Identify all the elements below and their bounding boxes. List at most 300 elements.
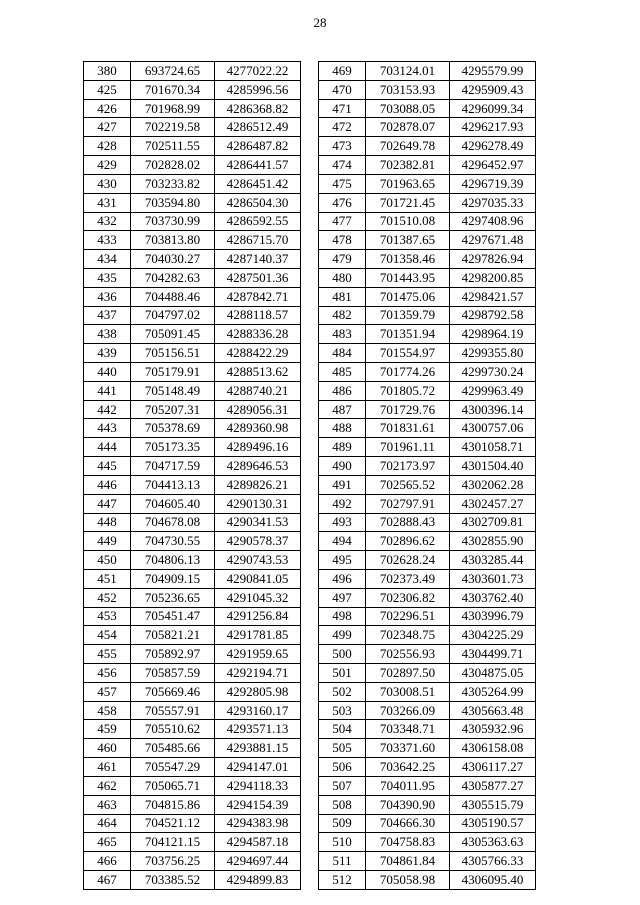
- point-number-cell: 460: [84, 739, 131, 758]
- point-number-cell: 450: [84, 551, 131, 570]
- page-number: 28: [313, 15, 327, 30]
- y-coordinate-cell: 4298792.58: [450, 306, 536, 325]
- y-coordinate-cell: 4294383.98: [215, 814, 301, 833]
- table-row: [319, 852, 536, 871]
- y-coordinate-cell: 4297671.48: [450, 231, 536, 250]
- x-coordinate-cell: 705485.66: [131, 739, 215, 758]
- x-coordinate-cell: 704806.13: [131, 551, 215, 570]
- y-coordinate-cell: 4303762.40: [450, 588, 536, 607]
- table-row: [84, 513, 301, 532]
- point-number-cell: 454: [84, 626, 131, 645]
- table-row: [319, 250, 536, 269]
- x-coordinate-cell: 705557.91: [131, 701, 215, 720]
- x-coordinate-cell: 705451.47: [131, 607, 215, 626]
- table-row: [84, 814, 301, 833]
- point-number-cell: 479: [319, 250, 366, 269]
- x-coordinate-cell: 704390.90: [366, 795, 450, 814]
- table-row: [84, 250, 301, 269]
- table-row: [319, 156, 536, 175]
- table-row: [84, 664, 301, 683]
- y-coordinate-cell: 4304499.71: [450, 645, 536, 664]
- point-number-cell: 510: [319, 833, 366, 852]
- point-number-cell: 502: [319, 682, 366, 701]
- point-number-cell: 425: [84, 80, 131, 99]
- y-coordinate-cell: 4303285.44: [450, 551, 536, 570]
- y-coordinate-cell: 4305877.27: [450, 776, 536, 795]
- table-row: [319, 739, 536, 758]
- y-coordinate-cell: 4302709.81: [450, 513, 536, 532]
- point-number-cell: 482: [319, 306, 366, 325]
- table-row: [319, 287, 536, 306]
- x-coordinate-cell: 702382.81: [366, 156, 450, 175]
- y-coordinate-cell: 4297035.33: [450, 193, 536, 212]
- y-coordinate-cell: 4290743.53: [215, 551, 301, 570]
- y-coordinate-cell: 4296217.93: [450, 118, 536, 137]
- y-coordinate-cell: 4299355.80: [450, 344, 536, 363]
- x-coordinate-cell: 702511.55: [131, 137, 215, 156]
- y-coordinate-cell: 4294697.44: [215, 852, 301, 871]
- y-coordinate-cell: 4286512.49: [215, 118, 301, 137]
- y-coordinate-cell: 4300396.14: [450, 400, 536, 419]
- y-coordinate-cell: 4288740.21: [215, 381, 301, 400]
- x-coordinate-cell: 701774.26: [366, 363, 450, 382]
- x-coordinate-cell: 705058.98: [366, 870, 450, 889]
- table-row: [84, 231, 301, 250]
- x-coordinate-cell: 705156.51: [131, 344, 215, 363]
- x-coordinate-cell: 703756.25: [131, 852, 215, 871]
- table-row: [84, 344, 301, 363]
- table-row: [84, 475, 301, 494]
- table-row: [319, 513, 536, 532]
- y-coordinate-cell: 4298421.57: [450, 287, 536, 306]
- x-coordinate-cell: 705510.62: [131, 720, 215, 739]
- y-coordinate-cell: 4286368.82: [215, 99, 301, 118]
- x-coordinate-cell: 701443.95: [366, 268, 450, 287]
- x-coordinate-cell: 702296.51: [366, 607, 450, 626]
- y-coordinate-cell: 4286715.70: [215, 231, 301, 250]
- table-row: [319, 720, 536, 739]
- point-number-cell: 505: [319, 739, 366, 758]
- y-coordinate-cell: 4286451.42: [215, 174, 301, 193]
- x-coordinate-cell: 705236.65: [131, 588, 215, 607]
- point-number-cell: 470: [319, 80, 366, 99]
- table-row: [319, 776, 536, 795]
- x-coordinate-cell: 703371.60: [366, 739, 450, 758]
- point-number-cell: 484: [319, 344, 366, 363]
- table-row: [84, 852, 301, 871]
- table-row: [84, 457, 301, 476]
- table-row: [84, 438, 301, 457]
- point-number-cell: 458: [84, 701, 131, 720]
- y-coordinate-cell: 4306095.40: [450, 870, 536, 889]
- point-number-cell: 443: [84, 419, 131, 438]
- y-coordinate-cell: 4305264.99: [450, 682, 536, 701]
- table-row: [319, 551, 536, 570]
- table-row: [84, 720, 301, 739]
- point-number-cell: 506: [319, 758, 366, 777]
- y-coordinate-cell: 4296452.97: [450, 156, 536, 175]
- x-coordinate-cell: 704488.46: [131, 287, 215, 306]
- y-coordinate-cell: 4296278.49: [450, 137, 536, 156]
- table-row: [319, 814, 536, 833]
- point-number-cell: 465: [84, 833, 131, 852]
- table-row: [319, 80, 536, 99]
- y-coordinate-cell: 4299730.24: [450, 363, 536, 382]
- table-row: [319, 870, 536, 889]
- x-coordinate-cell: 701670.34: [131, 80, 215, 99]
- table-row: [84, 174, 301, 193]
- table-row: [84, 80, 301, 99]
- table-row: [319, 306, 536, 325]
- point-number-cell: 476: [319, 193, 366, 212]
- x-coordinate-cell: 705179.91: [131, 363, 215, 382]
- point-number-cell: 497: [319, 588, 366, 607]
- x-coordinate-cell: 701805.72: [366, 381, 450, 400]
- y-coordinate-cell: 4285996.56: [215, 80, 301, 99]
- point-number-cell: 380: [84, 62, 131, 81]
- y-coordinate-cell: 4288422.29: [215, 344, 301, 363]
- x-coordinate-cell: 705148.49: [131, 381, 215, 400]
- x-coordinate-cell: 704797.02: [131, 306, 215, 325]
- x-coordinate-cell: 705091.45: [131, 325, 215, 344]
- point-number-cell: 461: [84, 758, 131, 777]
- x-coordinate-cell: 704605.40: [131, 494, 215, 513]
- table-row: [84, 494, 301, 513]
- table-row: [319, 231, 536, 250]
- y-coordinate-cell: 4286441.57: [215, 156, 301, 175]
- x-coordinate-cell: 701554.97: [366, 344, 450, 363]
- x-coordinate-cell: 705065.71: [131, 776, 215, 795]
- y-coordinate-cell: 4290341.53: [215, 513, 301, 532]
- y-coordinate-cell: 4291781.85: [215, 626, 301, 645]
- x-coordinate-cell: 703233.82: [131, 174, 215, 193]
- x-coordinate-cell: 704011.95: [366, 776, 450, 795]
- y-coordinate-cell: 4288118.57: [215, 306, 301, 325]
- point-number-cell: 441: [84, 381, 131, 400]
- point-number-cell: 447: [84, 494, 131, 513]
- point-number-cell: 487: [319, 400, 366, 419]
- point-number-cell: 495: [319, 551, 366, 570]
- table-row: [84, 118, 301, 137]
- y-coordinate-cell: 4288336.28: [215, 325, 301, 344]
- x-coordinate-cell: 703266.09: [366, 701, 450, 720]
- point-number-cell: 432: [84, 212, 131, 231]
- x-coordinate-cell: 702219.58: [131, 118, 215, 137]
- table-row: [319, 588, 536, 607]
- x-coordinate-cell: 702896.62: [366, 532, 450, 551]
- x-coordinate-cell: 702888.43: [366, 513, 450, 532]
- point-number-cell: 512: [319, 870, 366, 889]
- table-row: [319, 438, 536, 457]
- y-coordinate-cell: 4296719.39: [450, 174, 536, 193]
- point-number-cell: 428: [84, 137, 131, 156]
- point-number-cell: 436: [84, 287, 131, 306]
- table-row: [84, 870, 301, 889]
- point-number-cell: 438: [84, 325, 131, 344]
- table-row: [319, 118, 536, 137]
- y-coordinate-cell: 4289496.16: [215, 438, 301, 457]
- x-coordinate-cell: 704717.59: [131, 457, 215, 476]
- x-coordinate-cell: 705547.29: [131, 758, 215, 777]
- table-row: [319, 682, 536, 701]
- point-number-cell: 472: [319, 118, 366, 137]
- point-number-cell: 489: [319, 438, 366, 457]
- y-coordinate-cell: 4292194.71: [215, 664, 301, 683]
- point-number-cell: 442: [84, 400, 131, 419]
- x-coordinate-cell: 702828.02: [131, 156, 215, 175]
- point-number-cell: 467: [84, 870, 131, 889]
- x-coordinate-cell: 703594.80: [131, 193, 215, 212]
- table-row: [319, 457, 536, 476]
- point-number-cell: 464: [84, 814, 131, 833]
- y-coordinate-cell: 4294147.01: [215, 758, 301, 777]
- table-row: [84, 682, 301, 701]
- point-number-cell: 492: [319, 494, 366, 513]
- x-coordinate-cell: 705173.35: [131, 438, 215, 457]
- table-row: [319, 137, 536, 156]
- x-coordinate-cell: 704815.86: [131, 795, 215, 814]
- table-row: [319, 758, 536, 777]
- point-number-cell: 493: [319, 513, 366, 532]
- table-row: [84, 156, 301, 175]
- point-number-cell: 427: [84, 118, 131, 137]
- point-number-cell: 430: [84, 174, 131, 193]
- point-number-cell: 439: [84, 344, 131, 363]
- table-row: [319, 475, 536, 494]
- point-number-cell: 453: [84, 607, 131, 626]
- table-row: [319, 833, 536, 852]
- point-number-cell: 491: [319, 475, 366, 494]
- point-number-cell: 452: [84, 588, 131, 607]
- point-number-cell: 507: [319, 776, 366, 795]
- y-coordinate-cell: 4286487.82: [215, 137, 301, 156]
- table-row: [84, 287, 301, 306]
- x-coordinate-cell: 702628.24: [366, 551, 450, 570]
- y-coordinate-cell: 4288513.62: [215, 363, 301, 382]
- point-number-cell: 478: [319, 231, 366, 250]
- x-coordinate-cell: 703813.80: [131, 231, 215, 250]
- y-coordinate-cell: 4305190.57: [450, 814, 536, 833]
- y-coordinate-cell: 4289056.31: [215, 400, 301, 419]
- x-coordinate-cell: 704909.15: [131, 569, 215, 588]
- x-coordinate-cell: 703153.93: [366, 80, 450, 99]
- table-row: [84, 137, 301, 156]
- y-coordinate-cell: 4291045.32: [215, 588, 301, 607]
- y-coordinate-cell: 4287501.36: [215, 268, 301, 287]
- point-number-cell: 509: [319, 814, 366, 833]
- point-number-cell: 481: [319, 287, 366, 306]
- y-coordinate-cell: 4293160.17: [215, 701, 301, 720]
- x-coordinate-cell: 702348.75: [366, 626, 450, 645]
- table-row: [319, 99, 536, 118]
- y-coordinate-cell: 4286504.30: [215, 193, 301, 212]
- table-row: [84, 551, 301, 570]
- point-number-cell: 503: [319, 701, 366, 720]
- y-coordinate-cell: 4298964.19: [450, 325, 536, 344]
- table-row: [319, 664, 536, 683]
- x-coordinate-cell: 701961.11: [366, 438, 450, 457]
- x-coordinate-cell: 702565.52: [366, 475, 450, 494]
- x-coordinate-cell: 703088.05: [366, 99, 450, 118]
- y-coordinate-cell: 4302855.90: [450, 532, 536, 551]
- table-row: [84, 701, 301, 720]
- table-row: [84, 325, 301, 344]
- table-row: [84, 400, 301, 419]
- table-row: [319, 607, 536, 626]
- table-row: [84, 532, 301, 551]
- point-number-cell: 429: [84, 156, 131, 175]
- table-row: [319, 400, 536, 419]
- table-row: [319, 701, 536, 720]
- point-number-cell: 445: [84, 457, 131, 476]
- point-number-cell: 477: [319, 212, 366, 231]
- y-coordinate-cell: 4298200.85: [450, 268, 536, 287]
- x-coordinate-cell: 704758.83: [366, 833, 450, 852]
- x-coordinate-cell: 702878.07: [366, 118, 450, 137]
- y-coordinate-cell: 4289360.98: [215, 419, 301, 438]
- point-number-cell: 488: [319, 419, 366, 438]
- y-coordinate-cell: 4297408.96: [450, 212, 536, 231]
- x-coordinate-cell: 702306.82: [366, 588, 450, 607]
- y-coordinate-cell: 4303996.79: [450, 607, 536, 626]
- x-coordinate-cell: 704666.30: [366, 814, 450, 833]
- point-number-cell: 480: [319, 268, 366, 287]
- x-coordinate-cell: 702797.91: [366, 494, 450, 513]
- y-coordinate-cell: 4292805.98: [215, 682, 301, 701]
- table-row: [84, 99, 301, 118]
- table-row: [319, 62, 536, 81]
- x-coordinate-cell: 703008.51: [366, 682, 450, 701]
- y-coordinate-cell: 4291256.84: [215, 607, 301, 626]
- y-coordinate-cell: 4290130.31: [215, 494, 301, 513]
- point-number-cell: 451: [84, 569, 131, 588]
- coordinates-table-right: [318, 61, 536, 890]
- point-number-cell: 457: [84, 682, 131, 701]
- x-coordinate-cell: 703385.52: [131, 870, 215, 889]
- point-number-cell: 459: [84, 720, 131, 739]
- y-coordinate-cell: 4289646.53: [215, 457, 301, 476]
- table-row: [319, 419, 536, 438]
- table-row: [84, 795, 301, 814]
- point-number-cell: 473: [319, 137, 366, 156]
- x-coordinate-cell: 701510.08: [366, 212, 450, 231]
- y-coordinate-cell: 4300757.06: [450, 419, 536, 438]
- table-row: [84, 212, 301, 231]
- x-coordinate-cell: 701963.65: [366, 174, 450, 193]
- y-coordinate-cell: 4301058.71: [450, 438, 536, 457]
- point-number-cell: 500: [319, 645, 366, 664]
- point-number-cell: 462: [84, 776, 131, 795]
- point-number-cell: 448: [84, 513, 131, 532]
- x-coordinate-cell: 701358.46: [366, 250, 450, 269]
- table-row: [319, 363, 536, 382]
- x-coordinate-cell: 701475.06: [366, 287, 450, 306]
- table-row: [84, 363, 301, 382]
- table-row: [84, 626, 301, 645]
- x-coordinate-cell: 703642.25: [366, 758, 450, 777]
- x-coordinate-cell: 701831.61: [366, 419, 450, 438]
- x-coordinate-cell: 704678.08: [131, 513, 215, 532]
- point-number-cell: 486: [319, 381, 366, 400]
- y-coordinate-cell: 4305515.79: [450, 795, 536, 814]
- table-row: [319, 325, 536, 344]
- table-row: [319, 494, 536, 513]
- x-coordinate-cell: 702556.93: [366, 645, 450, 664]
- point-number-cell: 431: [84, 193, 131, 212]
- table-row: [319, 795, 536, 814]
- y-coordinate-cell: 4304225.29: [450, 626, 536, 645]
- y-coordinate-cell: 4305766.33: [450, 852, 536, 871]
- table-row: [319, 645, 536, 664]
- y-coordinate-cell: 4306158.08: [450, 739, 536, 758]
- point-number-cell: 440: [84, 363, 131, 382]
- x-coordinate-cell: 703348.71: [366, 720, 450, 739]
- x-coordinate-cell: 705669.46: [131, 682, 215, 701]
- point-number-cell: 490: [319, 457, 366, 476]
- y-coordinate-cell: 4290841.05: [215, 569, 301, 588]
- y-coordinate-cell: 4301504.40: [450, 457, 536, 476]
- point-number-cell: 456: [84, 664, 131, 683]
- point-number-cell: 471: [319, 99, 366, 118]
- point-number-cell: 437: [84, 306, 131, 325]
- point-number-cell: 508: [319, 795, 366, 814]
- y-coordinate-cell: 4295909.43: [450, 80, 536, 99]
- x-coordinate-cell: 701968.99: [131, 99, 215, 118]
- x-coordinate-cell: 704521.12: [131, 814, 215, 833]
- x-coordinate-cell: 702649.78: [366, 137, 450, 156]
- table-row: [319, 569, 536, 588]
- y-coordinate-cell: 4293881.15: [215, 739, 301, 758]
- table-row: [84, 758, 301, 777]
- point-number-cell: 501: [319, 664, 366, 683]
- point-number-cell: 426: [84, 99, 131, 118]
- y-coordinate-cell: 4306117.27: [450, 758, 536, 777]
- y-coordinate-cell: 4286592.55: [215, 212, 301, 231]
- point-number-cell: 511: [319, 852, 366, 871]
- table-row: [84, 588, 301, 607]
- y-coordinate-cell: 4287140.37: [215, 250, 301, 269]
- table-row: [84, 833, 301, 852]
- y-coordinate-cell: 4294899.83: [215, 870, 301, 889]
- y-coordinate-cell: 4302062.28: [450, 475, 536, 494]
- point-number-cell: 463: [84, 795, 131, 814]
- x-coordinate-cell: 704030.27: [131, 250, 215, 269]
- table-row: [84, 645, 301, 664]
- y-coordinate-cell: 4299963.49: [450, 381, 536, 400]
- x-coordinate-cell: 704730.55: [131, 532, 215, 551]
- point-number-cell: 475: [319, 174, 366, 193]
- x-coordinate-cell: 702897.50: [366, 664, 450, 683]
- point-number-cell: 496: [319, 569, 366, 588]
- y-coordinate-cell: 4287842.71: [215, 287, 301, 306]
- point-number-cell: 444: [84, 438, 131, 457]
- x-coordinate-cell: 704413.13: [131, 475, 215, 494]
- y-coordinate-cell: 4289826.21: [215, 475, 301, 494]
- table-row: [319, 381, 536, 400]
- point-number-cell: 494: [319, 532, 366, 551]
- table-row: [319, 193, 536, 212]
- point-number-cell: 433: [84, 231, 131, 250]
- point-number-cell: 498: [319, 607, 366, 626]
- table-row: [319, 344, 536, 363]
- table-row: [84, 306, 301, 325]
- x-coordinate-cell: 693724.65: [131, 62, 215, 81]
- y-coordinate-cell: 4304875.05: [450, 664, 536, 683]
- y-coordinate-cell: 4277022.22: [215, 62, 301, 81]
- point-number-cell: 455: [84, 645, 131, 664]
- point-number-cell: 435: [84, 268, 131, 287]
- table-row: [84, 62, 301, 81]
